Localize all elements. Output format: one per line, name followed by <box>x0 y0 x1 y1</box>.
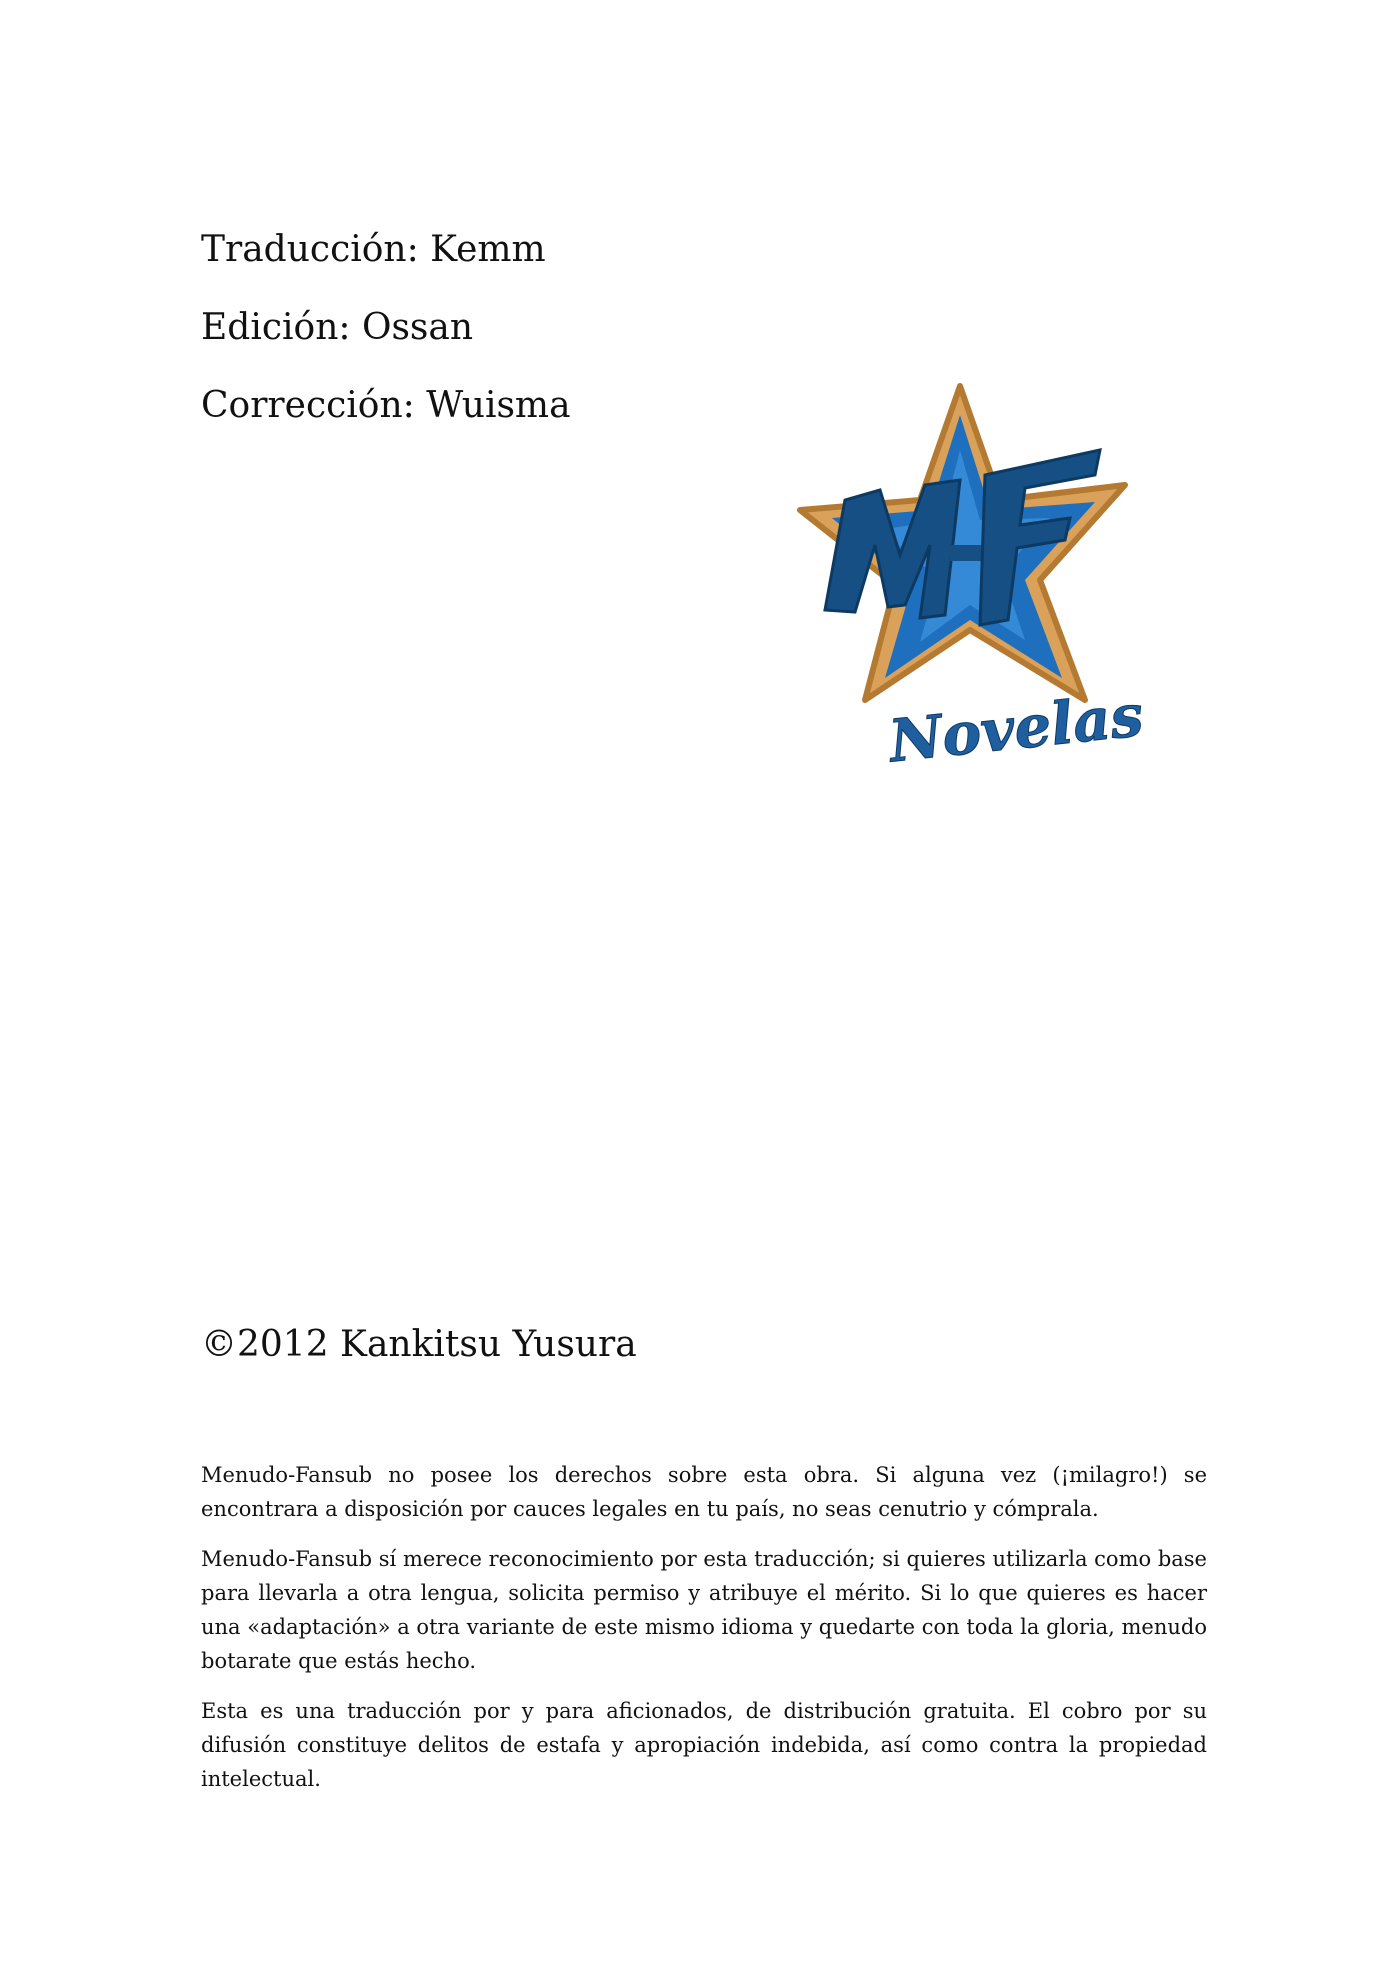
notice-paragraph: Menudo-Fansub sí merece reconocimiento por esta traducción; si quieres utilizarla como base para llevarla a otra lengua, solicita permiso y atribuye el mérito. Si lo que quieres es hacer una «adaptación» a otra variante de este mismo idioma y quedarte con toda la gloria, menudo botarate que estás hecho. <box>201 1547 1207 1673</box>
logo-graphic <box>770 380 1170 780</box>
mf-novelas-logo-icon <box>770 380 1170 780</box>
edition-credit: Edición: Ossan <box>201 307 474 348</box>
notice-paragraph: Menudo-Fansub no posee los derechos sobre esta obra. Si alguna vez (¡milagro!) se encontrara a disposición por cauces legales en tu país, no seas cenutrio y cómprala. <box>201 1463 1207 1521</box>
legal-notice <box>201 1458 1207 1812</box>
copyright-text: ©2012 Kankitsu Yusura <box>201 1324 637 1365</box>
credits-block <box>201 230 801 464</box>
notice-paragraph: Esta es una traducción por y para aficionados, de distribución gratuita. El cobro por su difusión constituye delitos de estafa y apropiación indebida, así como contra la propiedad intelectual. <box>201 1699 1207 1791</box>
correction-credit: Corrección: Wuisma <box>201 385 571 426</box>
logo-novelas-text: Novelas <box>886 681 1147 776</box>
translation-credit: Traducción: Kemm <box>201 229 546 270</box>
